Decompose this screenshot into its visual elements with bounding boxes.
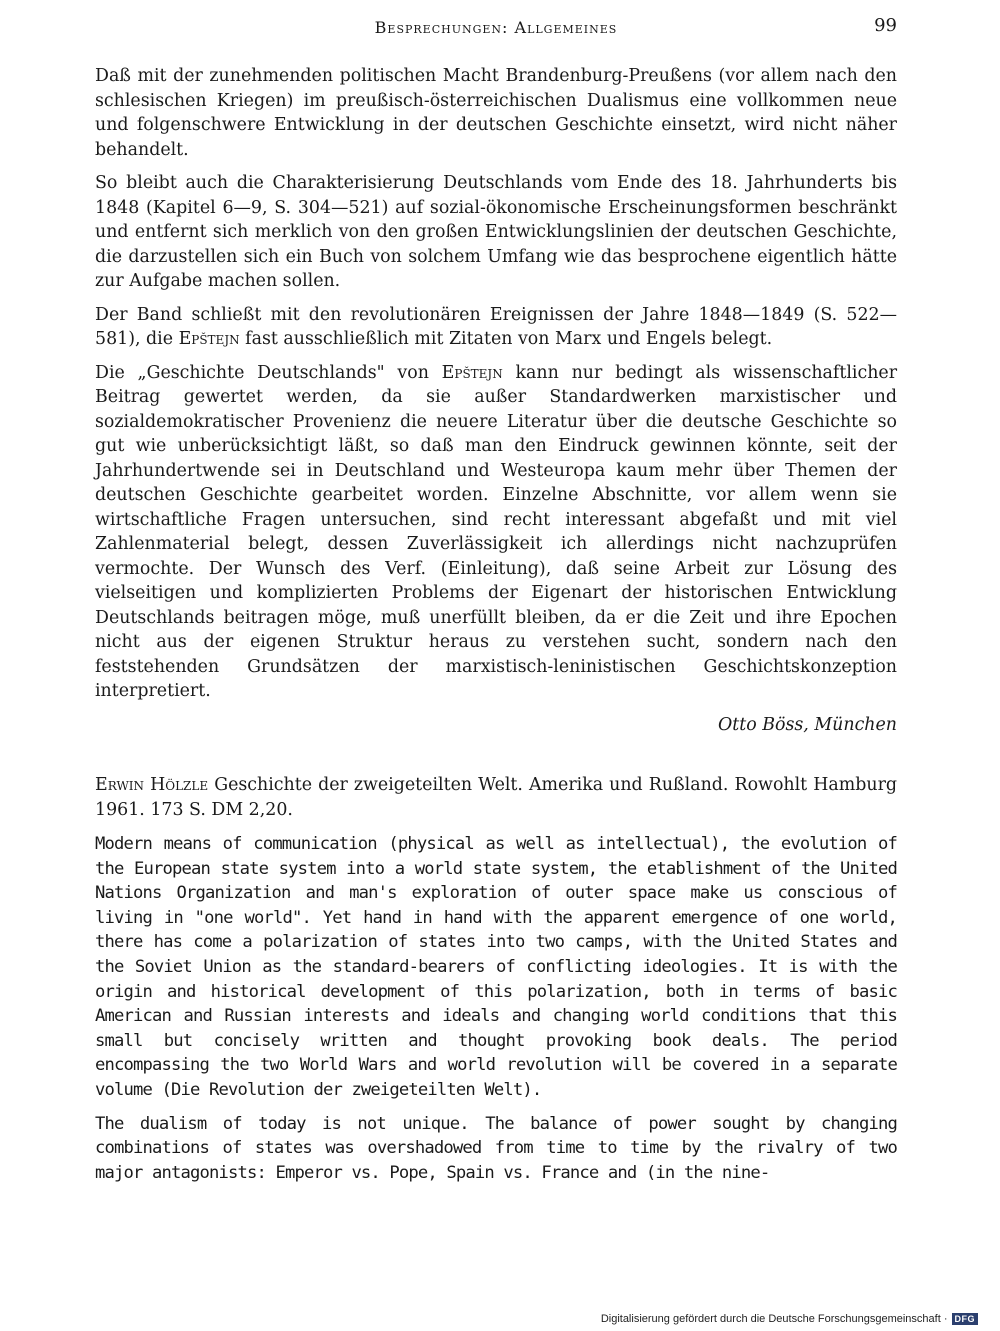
digitization-footer	[601, 1313, 978, 1325]
paragraph-text: kann nur bedingt als wissenschaftlicher Beitrag gewertet werden, da sie außer Standardwerken marxistischer und sozialdemokratischer Provenienz die neuere Literatur über die deutsche Geschichte so gut wie unberücksichtigt läßt, so daß man den Eindruck gewinnen könnte, seit der Jahrhundertwende sei in Deutschland und Westeuropa kaum mehr über Themen der deutschen Geschichte gearbeitet worden. Einzelne Abschnitte, vor allem wenn sie wirtschaftliche Fragen untersuchen, sind recht interessant abgefaßt und mit viel Zahlenmaterial belegt, dessen Zuverlässigkeit ich allerdings nicht nachzuprüfen vermochte. Der Wunsch des Verf. (Einleitung), daß seine Arbeit zur Lösung des vielseitigen und komplizierten Problems der Eigenart der historischen Entwicklung Deutschlands beitragen möge, muß unerfüllt bleiben, da er die Zeit und ihre Epochen nicht aus der eigenen Struktur heraus zu verstehen sucht, sondern nach den feststehenden Grundsätzen der marxistisch-leninistischen Geschichtskonzeption interpretiert.	[95, 362, 898, 701]
page-number: 99	[874, 15, 897, 36]
paragraph: Modern means of communication (physical as well as intellectual), the evolution of the European state system into a world state system, the etablishment of the United Nations Organization and man's exploration of outer space make us conscious of living in "one world". Yet hand in hand with the apparent emergence of one world, there has come a polarization of states into two camps, with the United States and the Soviet Union as the standard-bearers of conflicting ideologies. It is with the origin and historical development of this polarization, both in terms of basic American and Russian interests and ideals and changing world conditions that this small but concisely written and thought provoking book deals. The period encompassing the two World Wars and world revolution will be covered in a separate volume (Die Revolution der zweigeteilten Welt).	[95, 834, 897, 1100]
running-head-title: Besprechungen: Allgemeines	[374, 18, 618, 37]
author-name: Epštejn	[441, 362, 503, 383]
english-review	[95, 832, 897, 1185]
paragraph: So bleibt auch die Charakterisierung Deutschlands vom Ende des 18. Jahrhunderts bis 1848 (Kapitel 6—9, S. 304—521) auf sozial-ökonomische Erscheinungsformen beschränkt und entfernt sich merklich von den großen Entwicklungslinien der deutschen Geschichte, die darzustellen sich ein Buch von solchem Umfang wie das besprochene eigentlich hätte zur Aufgabe machen sollen.	[95, 173, 897, 291]
reviewed-author: Erwin Hölzle	[95, 775, 209, 795]
footer-text: Digitalisierung gefördert durch die Deutsche Forschungsgemeinschaft ·	[600, 1313, 948, 1325]
reviewer-signature: Otto Böss, München	[717, 714, 897, 735]
paragraph: The dualism of today is not unique. The balance of power sought by changing combinations of states was overshadowed from time to time by the rivalry of two major antagonists: Emperor vs. Pope, Spain vs. France and (in the nine-	[95, 1113, 897, 1183]
paragraph-text: fast ausschließlich mit Zitaten von Marx und Engels belegt.	[239, 329, 773, 349]
author-name: Epštejn	[178, 329, 240, 349]
paragraph-text: Die „Geschichte Deutschlands" von	[95, 362, 442, 383]
review-citation: Geschichte der zweigeteilten Welt. Amerika und Rußland. Rowohlt Hamburg 1961. 173 S. DM 2,20.	[95, 775, 898, 820]
dfg-logo-icon: DFG	[952, 1313, 979, 1325]
paragraph	[95, 361, 897, 704]
paragraph-text: Der Band schließt mit den revolutionären Ereignissen der Jahre 1848—1849 (S. 522—581), die	[95, 304, 897, 349]
article-body	[95, 64, 897, 1194]
running-head	[95, 15, 897, 42]
paragraph: Daß mit der zunehmenden politischen Macht Brandenburg-Preußens (vor allem nach den schlesischen Kriegen) im preußisch-österreichischen Dualismus eine vollkommen neue und folgenschwere Entwicklung in der deutschen Geschichte einsetzt, wird nicht näher behandelt.	[95, 66, 897, 160]
paragraph	[95, 303, 897, 352]
review-heading	[95, 773, 897, 822]
